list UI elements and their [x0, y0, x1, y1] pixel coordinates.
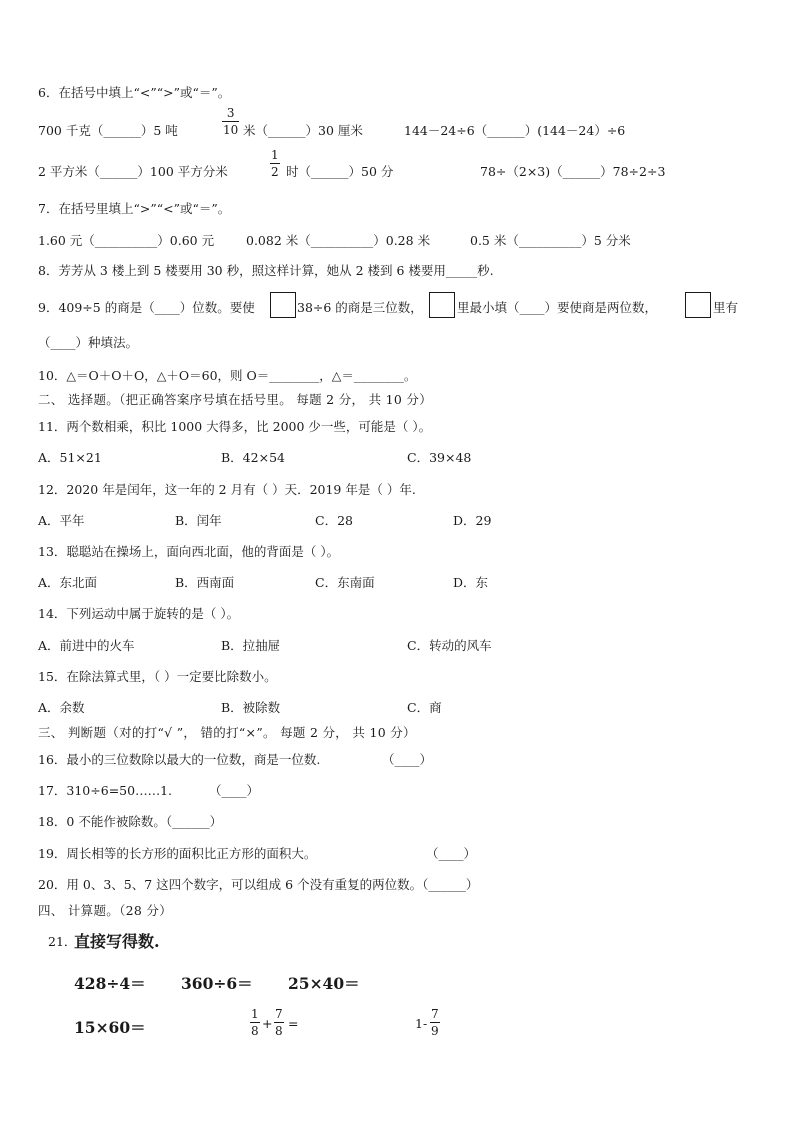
answer-box-1[interactable] — [270, 292, 296, 318]
q6-row1-c: 144－24÷6（______）(144－24）÷6 — [404, 123, 626, 138]
fraction-numerator: 1 — [271, 148, 279, 162]
q13-text: 13．聪聪站在操场上，面向西北面，他的背面是（ ）。 — [38, 544, 340, 559]
q19-text: 19．周长相等的长方形的面积比正方形的面积大。 — [38, 846, 317, 861]
q15-text: 15．在除法算式里，（ ）一定要比除数小。 — [38, 669, 277, 684]
q14-option-b: B．拉抽屉 — [221, 638, 281, 653]
q13-option-d: D．东 — [453, 575, 489, 590]
q14-option-a: A．前进中的火车 — [38, 638, 135, 653]
answer-box-2[interactable] — [429, 292, 455, 318]
q7-c: 0.5 米（__________）5 分米 — [470, 233, 631, 248]
q18-text: 18．0 不能作被除数。（______） — [38, 814, 223, 829]
section-2-heading: 二、 选择题。（把正确答案序号填在括号里。 每题 2 分， 共 10 分） — [38, 392, 433, 407]
fraction-numerator: 7 — [275, 1007, 283, 1021]
q6-row2-b-fraction — [270, 148, 280, 179]
q13-option-c: C．东南面 — [315, 575, 375, 590]
fraction-denominator: 9 — [431, 1024, 439, 1038]
q21-expr-3: 25×40＝ — [288, 974, 360, 993]
q21-label: 21． — [48, 934, 77, 949]
q8-text: 8．芳芳从 3 楼上到 5 楼要用 30 秒，照这样计算，她从 2 楼到 6 楼要用_____秒. — [38, 263, 494, 278]
q6-row1-b-fraction — [222, 106, 239, 137]
q6-row2-c: 78÷（2×3)（______）78÷2÷3 — [480, 164, 666, 179]
fraction-bar — [430, 1022, 440, 1023]
q9-part3: 里最小填（____）要使商是两位数， — [457, 300, 658, 315]
q7-title: 7．在括号里填上“>”“<”或“＝”。 — [38, 201, 231, 216]
q6-row2-a: 2 平方米（______）100 平方分米 — [38, 164, 228, 179]
q11-option-b: B．42×54 — [221, 450, 285, 465]
q20-text: 20．用 0、3、5、7 这四个数字，可以组成 6 个没有重复的两位数。（______） — [38, 877, 479, 892]
q21-fraction-2 — [274, 1007, 284, 1038]
q11-text: 11．两个数相乘，积比 1000 大得多，比 2000 少一些，可能是（ ）。 — [38, 419, 432, 434]
q15-option-a: A．余数 — [38, 700, 85, 715]
q9-part1: 9．409÷5 的商是（____）位数。要使 — [38, 300, 255, 315]
q17-text: 17．310÷6=50……1. — [38, 783, 172, 798]
q14-option-c: C．转动的风车 — [407, 638, 492, 653]
q21-plus: + — [262, 1016, 273, 1031]
fraction-bar — [270, 163, 280, 164]
q11-option-a: A．51×21 — [38, 450, 102, 465]
q9-line2: （____）种填法。 — [38, 335, 139, 350]
q9-part4: 里有 — [713, 300, 739, 315]
fraction-numerator: 3 — [226, 106, 235, 120]
q15-option-b: B．被除数 — [221, 700, 281, 715]
fraction-numerator: 7 — [431, 1007, 439, 1021]
q17-blank: （____） — [209, 783, 260, 798]
q11-option-c: C．39×48 — [407, 450, 472, 465]
q6-title: 6．在括号中填上“<”“>”或“＝”。 — [38, 85, 231, 100]
q12-option-d: D．29 — [453, 513, 492, 528]
q12-option-c: C．28 — [315, 513, 353, 528]
q21-mixed-whole: 1- — [415, 1016, 428, 1031]
q19-blank: （____） — [426, 846, 477, 861]
q14-text: 14．下列运动中属于旋转的是（ ）。 — [38, 606, 240, 621]
q21-fraction-3 — [430, 1007, 440, 1038]
q21-expr-4: 15×60＝ — [74, 1018, 146, 1037]
answer-box-3[interactable] — [685, 292, 711, 318]
q13-option-b: B．西南面 — [175, 575, 235, 590]
q6-row1-b: 米（______）30 厘米 — [243, 123, 363, 138]
q21-expr-2: 360÷6＝ — [181, 974, 253, 993]
section-4-heading: 四、 计算题。（28 分） — [38, 903, 173, 918]
q10-text: 10．△＝O＋O＋O，△＋O＝60，则 O＝________，△＝________。 — [38, 368, 417, 383]
fraction-denominator: 2 — [271, 165, 279, 179]
section-3-heading: 三、 判断题（对的打“√ ”， 错的打“×”。 每题 2 分， 共 10 分） — [38, 725, 416, 740]
q16-blank: （____） — [382, 752, 433, 767]
q9-part2: 38÷6 的商是三位数， — [297, 300, 423, 315]
q7-a: 1.60 元（__________）0.60 元 — [38, 233, 215, 248]
q16-text: 16．最小的三位数除以最大的一位数，商是一位数. — [38, 752, 321, 767]
q12-text: 12．2020 年是闰年，这一年的 2 月有（ ）天．2019 年是（ ）年. — [38, 482, 416, 497]
q21-fraction-1 — [250, 1007, 260, 1038]
fraction-bar — [274, 1022, 284, 1023]
q12-option-b: B．闰年 — [175, 513, 222, 528]
q21-title: 直接写得数. — [74, 932, 160, 951]
q7-b: 0.082 米（__________）0.28 米 — [246, 233, 431, 248]
q6-row2-b: 时（______）50 分 — [286, 164, 394, 179]
q15-option-c: C．商 — [407, 700, 442, 715]
fraction-bar — [222, 121, 239, 122]
q12-option-a: A．平年 — [38, 513, 85, 528]
q21-equals: = — [288, 1016, 299, 1031]
q6-row1-a: 700 千克（______）5 吨 — [38, 123, 178, 138]
fraction-denominator: 8 — [275, 1024, 283, 1038]
fraction-denominator: 10 — [223, 123, 239, 137]
fraction-bar — [250, 1022, 260, 1023]
q21-expr-1: 428÷4＝ — [74, 974, 146, 993]
q13-option-a: A．东北面 — [38, 575, 98, 590]
fraction-denominator: 8 — [251, 1024, 259, 1038]
fraction-numerator: 1 — [251, 1007, 259, 1021]
